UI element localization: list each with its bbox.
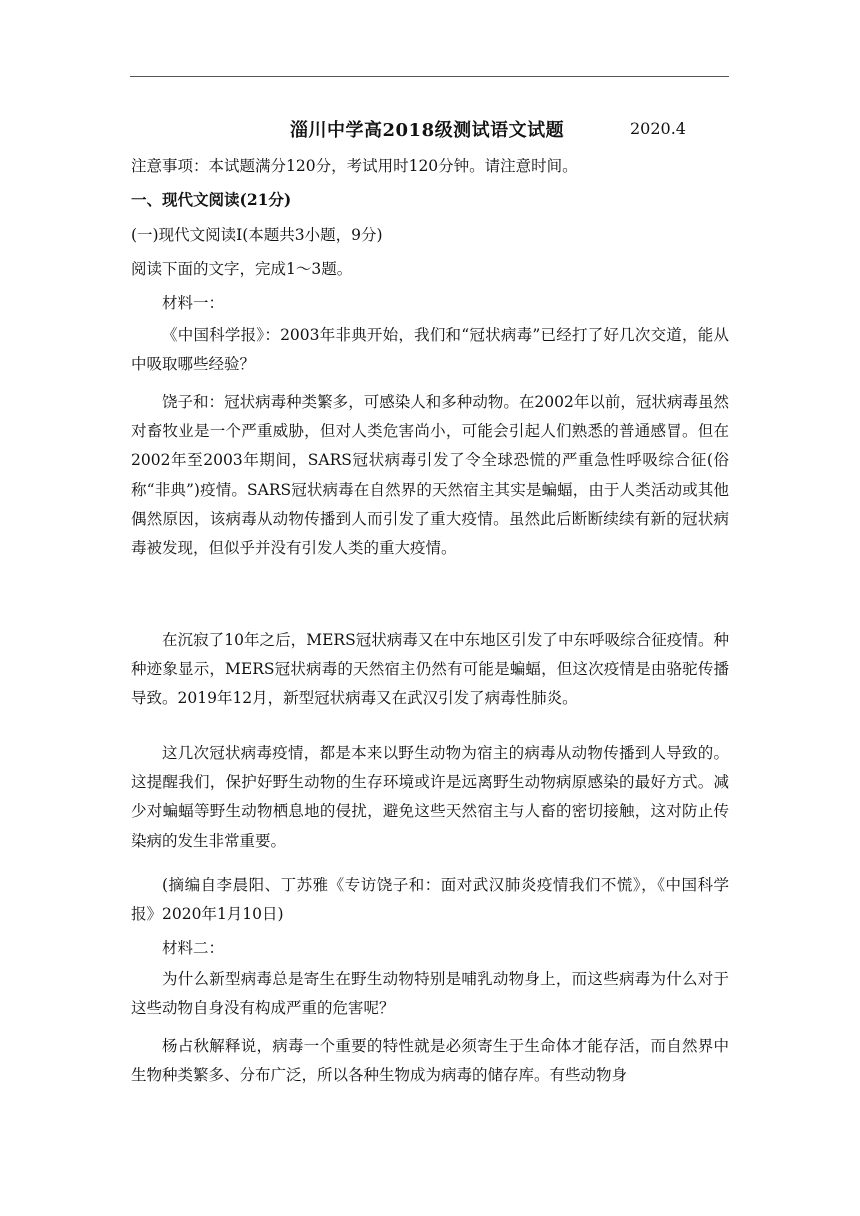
material1-paragraph: 饶子和：冠状病毒种类繁多，可感染人和多种动物。在2002年以前，冠状病毒虽然对畜牧业是一个严重威胁，但对人类危害尚小，可能会引起人们熟悉的普通感冒。但在2002年至2003年期间，SARS冠状病毒引发了令全球恐慌的严重急性呼吸综合征(俗称“非典”)疫情。SARS冠状病毒在自然界的天然宿主其实是蝙蝠，由于人类活动或其他偶然原因，该病毒从动物传播到人而引发了重大疫情。虽然此后断断续续有新的冠状病毒被发现，但似乎并没有引发人类的重大疫情。 <box>131 393 729 558</box>
section-heading: 一、现代文阅读(21分) <box>131 190 292 209</box>
instruction-text: 阅读下面的文字，完成1～3题。 <box>131 260 353 278</box>
header-rule <box>130 76 729 77</box>
material1-source: (摘编自李晨阳、丁苏雅《专访饶子和：面对武汉肺炎疫情我们不慌》，《中国科学报》2020年1月10日) <box>131 876 729 924</box>
notice-text: 注意事项：本试题满分120分，考试用时120分钟。请注意时间。 <box>131 157 578 175</box>
title-row <box>0 116 860 142</box>
material1-paragraph: 在沉寂了10年之后，MERS冠状病毒又在中东地区引发了中东呼吸综合征疫情。种种迹象显示，MERS冠状病毒的天然宿主仍然有可能是蝙蝠，但这次疫情是由骆驼传播导致。2019年12月，新型冠状病毒又在武汉引发了病毒性肺炎。 <box>131 631 729 708</box>
material1-label: 材料一： <box>162 294 225 312</box>
exam-date: 2020.4 <box>630 119 686 138</box>
material2-paragraph: 为什么新型病毒总是寄生在野生动物特别是哺乳动物身上，而这些病毒为什么对于这些动物自身没有构成严重的危害呢？ <box>131 970 729 1018</box>
material1-paragraph: 这几次冠状病毒疫情，都是本来以野生动物为宿主的病毒从动物传播到人导致的。这提醒我们，保护好野生动物的生存环境或许是远离野生动物病原感染的最好方式。减少对蝙蝠等野生动物栖息地的侵扰，避免这些天然宿主与人畜的密切接触，这对防止传染病的发生非常重要。 <box>131 744 729 850</box>
exam-title: 淄川中学高2018级测试语文试题 <box>290 120 565 141</box>
material1-paragraph: 《中国科学报》：2003年非典开始，我们和“冠状病毒”已经打了好几次交道，能从中吸取哪些经验？ <box>131 326 729 374</box>
subsection-heading: (一)现代文阅读Ⅰ(本题共3小题，9分) <box>131 226 383 244</box>
material2-paragraph: 杨占秋解释说，病毒一个重要的特性就是必须寄生于生命体才能存活，而自然界中生物种类繁多、分布广泛，所以各种生物成为病毒的储存库。有些动物身 <box>131 1037 729 1085</box>
material2-label: 材料二： <box>162 939 225 957</box>
